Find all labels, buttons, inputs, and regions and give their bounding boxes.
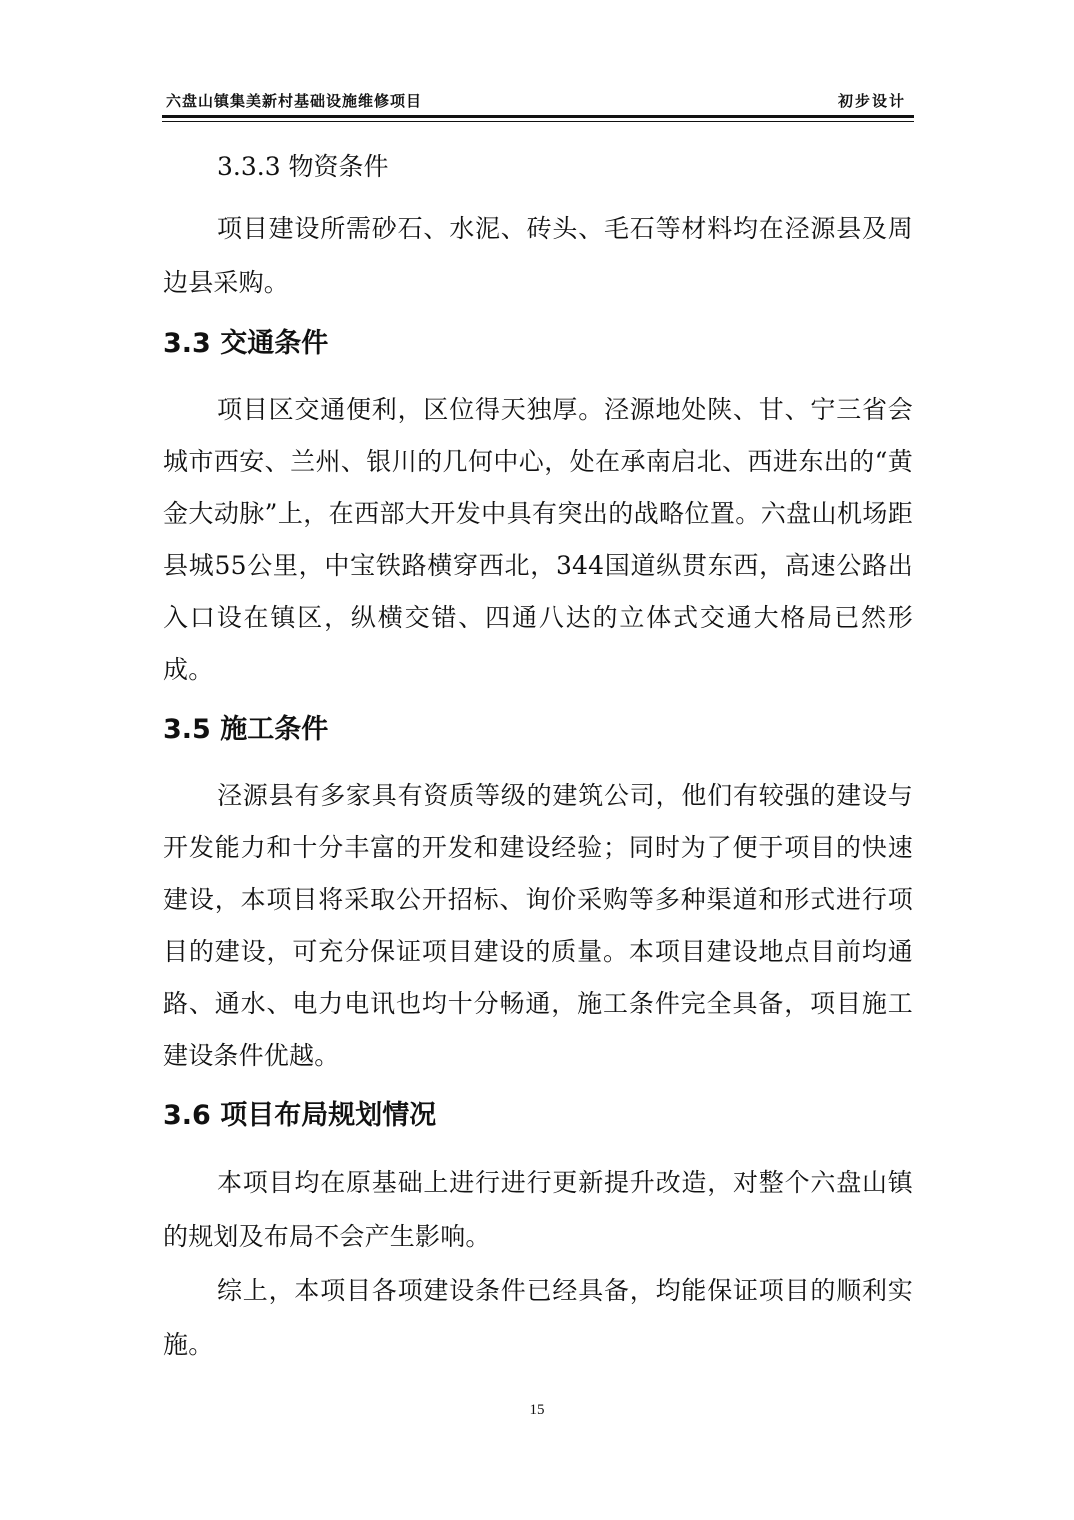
- paragraph-traffic: 项目区交通便利，区位得天独厚。泾源地处陕、甘、宁三省会城市西安、兰州、银川的几何中心，处在承南启北、西进东出的“黄金大动脉”上，在西部大开发中具有突出的战略位置。六盘山机场距县城55公里，中宝铁路横穿西北，344国道纵贯东西，高速公路出入口设在镇区，纵横交错、四通八达的立体式交通大格局已然形成。: [163, 395, 913, 684]
- paragraph-materials: 项目建设所需砂石、水泥、砖头、毛石等材料均在泾源县及周边县采购。: [163, 214, 913, 297]
- subsection-heading-materials: 3.3.3 物资条件: [217, 152, 389, 181]
- paragraph-summary: 综上，本项目各项建设条件已经具备，均能保证项目的顺利实施。: [163, 1276, 913, 1359]
- paragraph-layout: 本项目均在原基础上进行进行更新提升改造，对整个六盘山镇的规划及布局不会产生影响。: [163, 1168, 913, 1251]
- header-rule-thin: [162, 121, 914, 122]
- section-heading-layout: 3.6 项目布局规划情况: [163, 1100, 437, 1131]
- page-header: [162, 90, 914, 112]
- paragraph-construction: 泾源县有多家具有资质等级的建筑公司，他们有较强的建设与开发能力和十分丰富的开发和建设经验；同时为了便于项目的快速建设，本项目将采取公开招标、询价采购等多种渠道和形式进行项目的建设，可充分保证项目建设的质量。本项目建设地点目前均通路、通水、电力电讯也均十分畅通，施工条件完全具备，项目施工建设条件优越。: [163, 781, 913, 1070]
- document-body: [163, 140, 913, 1372]
- header-project-title: 六盘山镇集美新村基础设施维修项目: [166, 92, 423, 110]
- section-heading-construction: 3.5 施工条件: [163, 714, 329, 745]
- section-heading-traffic: 3.3 交通条件: [163, 328, 329, 359]
- header-rule-thick: [162, 115, 914, 118]
- page-number: 15: [529, 1402, 545, 1418]
- header-section-label: 初步设计: [837, 92, 906, 110]
